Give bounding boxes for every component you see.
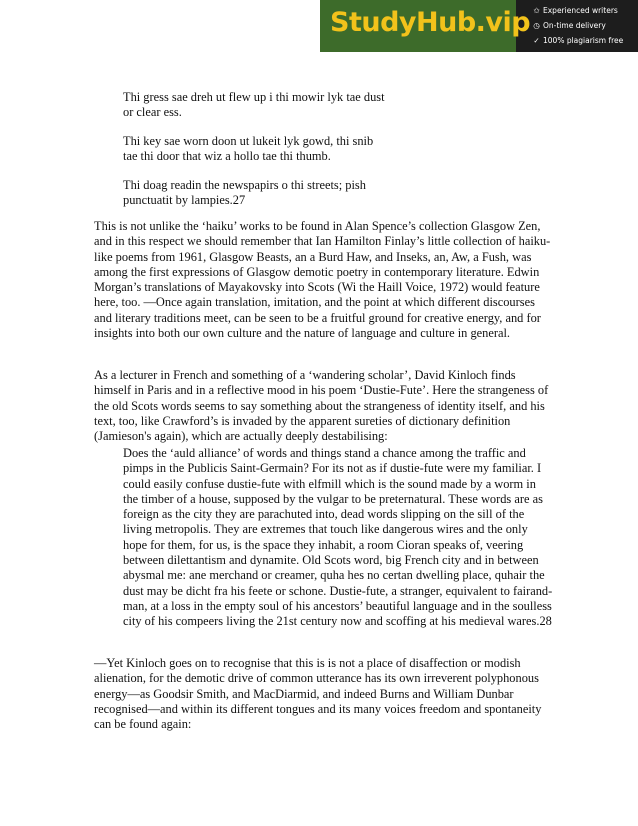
block-quote-dustie-fute: Does the ‘auld alliance’ of words and things stand a chance among the traffic and pimps in the Publicis Saint-Germain? For its not as if dustie-fute were my familiar. I could easily confuse dustie-fute with elfmill which is the sound made by a worm in the timber of a house, supposed by the vulgar to be preternatural. These words are as foreign as the city they are parachuted into, dead words slipping on the sill of the living metropolis. They are extremes that touch like dangerous wires and the only hope for them, for us, is the space they inhabit, a room Cioran speaks of, veering between dilettantism and dynamite. Old Scots word, big French city and in between abysmal me: ane merchand or creamer, quha hes no certan dwelling place, quhair the dust may be dicht fra his feete or schone. Dustie-fute, a stranger, equivalent to fairand-man, at a loss in the empty soul of his ancestors’ beautiful language and in the soulless city of his compeers living the 21st century now and scoffing at his medieval wares.28 xyxy=(123,446,553,629)
paragraph-conclusion: —Yet Kinloch goes on to recognise that this is is not a place of disaffection or modish alienation, for the demotic drive of common utterance has its own irreverent polyphonous energy—as Goodsir Smith, and MacDiarmid, and indeed Burns and William Dunbar recognised—and within its different tongues and its many voices freedom and spontaneity can be found again: xyxy=(94,656,542,732)
feature-on-time-delivery: ◷ On-time delivery xyxy=(533,21,606,30)
poem-stanza-3: Thi doag readin the newspapirs o thi streets; pish punctuatit by lampies.27 xyxy=(123,178,366,208)
clock-icon: ◷ xyxy=(533,21,540,30)
check-icon: ✓ xyxy=(533,36,540,45)
paragraph-kinloch: As a lecturer in French and something of a ‘wandering scholar’, David Kinloch finds himself in Paris and in a reflective mood in his poem ‘Dustie-Fute’. Here the strangeness of the old Scots words seems to say something about the strangeness of identity itself, and his text, too, like Crawford’s is invaded by the apparent sureties of dictionary definition (Jamieson's again), which are actually deeply destabilising: xyxy=(94,368,549,444)
feature-experienced-writers: ✩ Experienced writers xyxy=(533,6,618,15)
star-icon: ✩ xyxy=(533,6,540,15)
feature-plagiarism-free: ✓ 100% plagiarism free xyxy=(533,36,624,45)
poem-stanza-1: Thi gress sae dreh ut flew up i thi mowir lyk tae dust or clear ess. xyxy=(123,90,385,120)
logo-text: StudyHub.vip xyxy=(330,7,531,38)
poem-stanza-2: Thi key sae worn doon ut lukeit lyk gowd, thi snib tae thi door that wiz a hollo tae thi thumb. xyxy=(123,134,374,164)
paragraph-haiku: This is not unlike the ‘haiku’ works to be found in Alan Spence’s collection Glasgow Zen, and in this respect we should remember that Ian Hamilton Finlay’s little collection of haiku-like poems from 1961, Glasgow Beasts, an a Burd Haw, and Inseks, an, Aw, a Fush, was among the first expressions of Glasgow demotic poetry in contemporary literature. Edwin Morgan’s translations of Mayakovsky into Scots (Wi the Haill Voice, 1972) would feature here, too. —Once again translation, imitation, and the point at which different discourses and literary traditions meet, can be seen to be a fruitful ground for creative energy, and for insights into both our own culture and the nature of language and culture in general. xyxy=(94,219,551,341)
